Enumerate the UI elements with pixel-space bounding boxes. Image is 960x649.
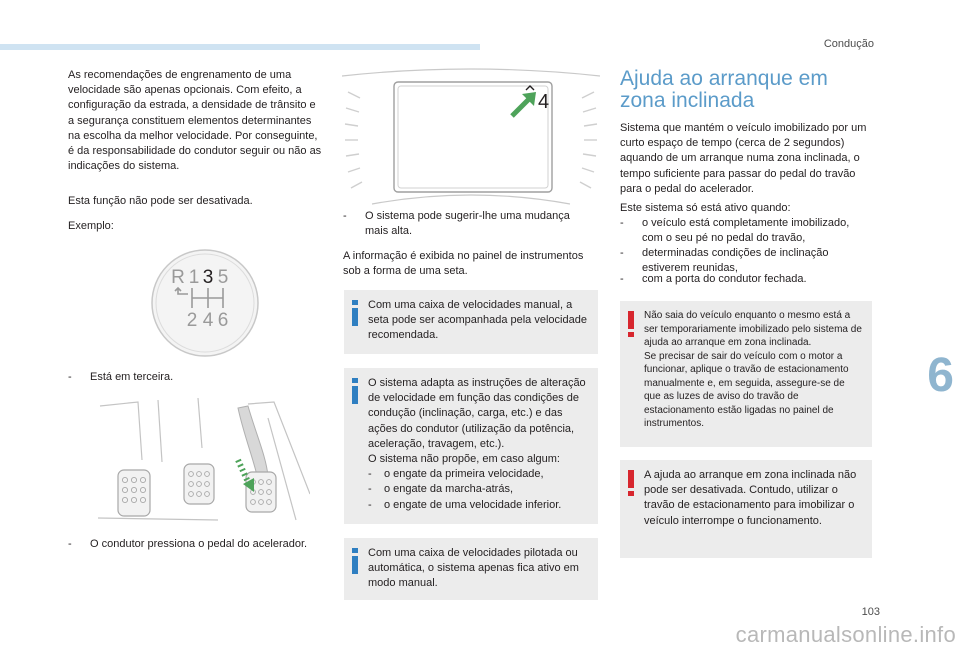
note-system-adapts: O sistema adapta as instruções de alteração de velocidade em função das condições de condução (inclinação, carga, etc.) e das ações do condutor (utilização da potência, aceleração, travagem, etc.). O sistema não propõe, em caso algum: - o engate da primeira velocidade, - o engate da marcha-atrás, - o engate de uma velocidade inferior. xyxy=(344,368,598,524)
step-accelerator: - O condutor pressiona o pedal do acelerador. xyxy=(68,538,308,550)
warning-do-not-leave: Não saia do veículo enquanto o mesmo está a ser temporariamente imobilizado pelo sistema de ajuda ao arranque em zona inclinada. Se precisar de sair do veículo com o motor a funcionar, aplique o travão de estacionamento manualmente e, em seguida, assegure-se de que as luzes de aviso do travão de estacionamento estão ligadas no painel de instrumentos. xyxy=(620,301,872,447)
list-item: - o engate da marcha-atrás, xyxy=(368,483,514,496)
intro-note: Esta função não pode ser desativada. xyxy=(68,195,253,207)
section-heading: Ajuda ao arranque em zona inclinada xyxy=(620,67,828,112)
section-title: Condução xyxy=(823,38,874,50)
step-upshift-suggestion: - O sistema pode sugerir-lhe uma mudança mais alta. xyxy=(343,210,570,238)
recommended-gear-display: 4 xyxy=(538,91,550,113)
condition-item: - determinadas condições de inclinação estiverem reunidas, xyxy=(620,247,829,275)
warning-icon xyxy=(628,470,638,498)
gear-knob-illustration xyxy=(150,248,260,358)
watermark-text: carmanualsonline.info xyxy=(735,622,956,647)
step-third-gear: - Está em terceira. xyxy=(68,371,174,383)
condition-item: - o veículo está completamente imobilizado, com o seu pé no pedal do travão, xyxy=(620,217,850,245)
info-icon xyxy=(352,378,362,406)
gear-label-2: 2 xyxy=(186,310,198,331)
conditions-intro: Este sistema só está ativo quando: xyxy=(620,202,791,214)
condition-item: - com a porta do condutor fechada. xyxy=(620,273,807,285)
gear-label-6: 6 xyxy=(217,310,229,331)
warning-icon xyxy=(628,311,638,339)
gear-label-r: R xyxy=(171,267,185,288)
gear-label-5: 5 xyxy=(217,267,229,288)
info-paragraph: A informação é exibida no painel de instrumentos sob a forma de uma seta. xyxy=(343,250,584,278)
example-label: Exemplo: xyxy=(68,220,114,232)
chapter-number: 6 xyxy=(927,349,954,402)
page-number: 103 xyxy=(861,606,880,618)
note-automatic-gearbox: Com uma caixa de velocidades pilotada ou automática, o sistema apenas fica ativo em modo manual. xyxy=(344,538,598,600)
gear-label-1: 1 xyxy=(188,267,200,288)
info-icon xyxy=(352,300,362,328)
hill-start-description: Sistema que mantém o veículo imobilizado por um curto espaço de tempo (cerca de 2 segundos) aquando de um arranque numa zona inclinada, o tempo suficiente para passar do pedal do travão para o pedal do acelerador. xyxy=(620,122,867,195)
note-manual-gearbox: Com uma caixa de velocidades manual, a seta pode ser acompanhada pela velocidade recomendada. xyxy=(344,290,598,354)
gear-label-3: 3 xyxy=(202,267,214,288)
pedals-illustration xyxy=(98,398,310,524)
intro-paragraph: As recomendações de engrenamento de uma velocidade são apenas opcionais. Com efeito, a configuração da estrada, a densidade de trânsito e a segurança constituem elementos determinantes na escolha da melhor velocidade. Por conseguinte, é da responsabilidade do condutor seguir ou não as indicações do sistema. xyxy=(68,69,322,173)
exclusions-list xyxy=(368,467,590,513)
gear-label-4: 4 xyxy=(202,310,214,331)
instrument-panel-illustration xyxy=(342,68,600,206)
info-icon xyxy=(352,548,362,576)
list-item: - o engate de uma velocidade inferior. xyxy=(368,498,562,511)
list-item: - o engate da primeira velocidade, xyxy=(368,468,544,481)
warning-cannot-disable: A ajuda ao arranque em zona inclinada não pode ser desativada. Contudo, utilizar o travão de estacionamento para imobilizar o veículo interrompe o funcionamento. xyxy=(620,460,872,558)
header-color-bar xyxy=(0,44,480,50)
